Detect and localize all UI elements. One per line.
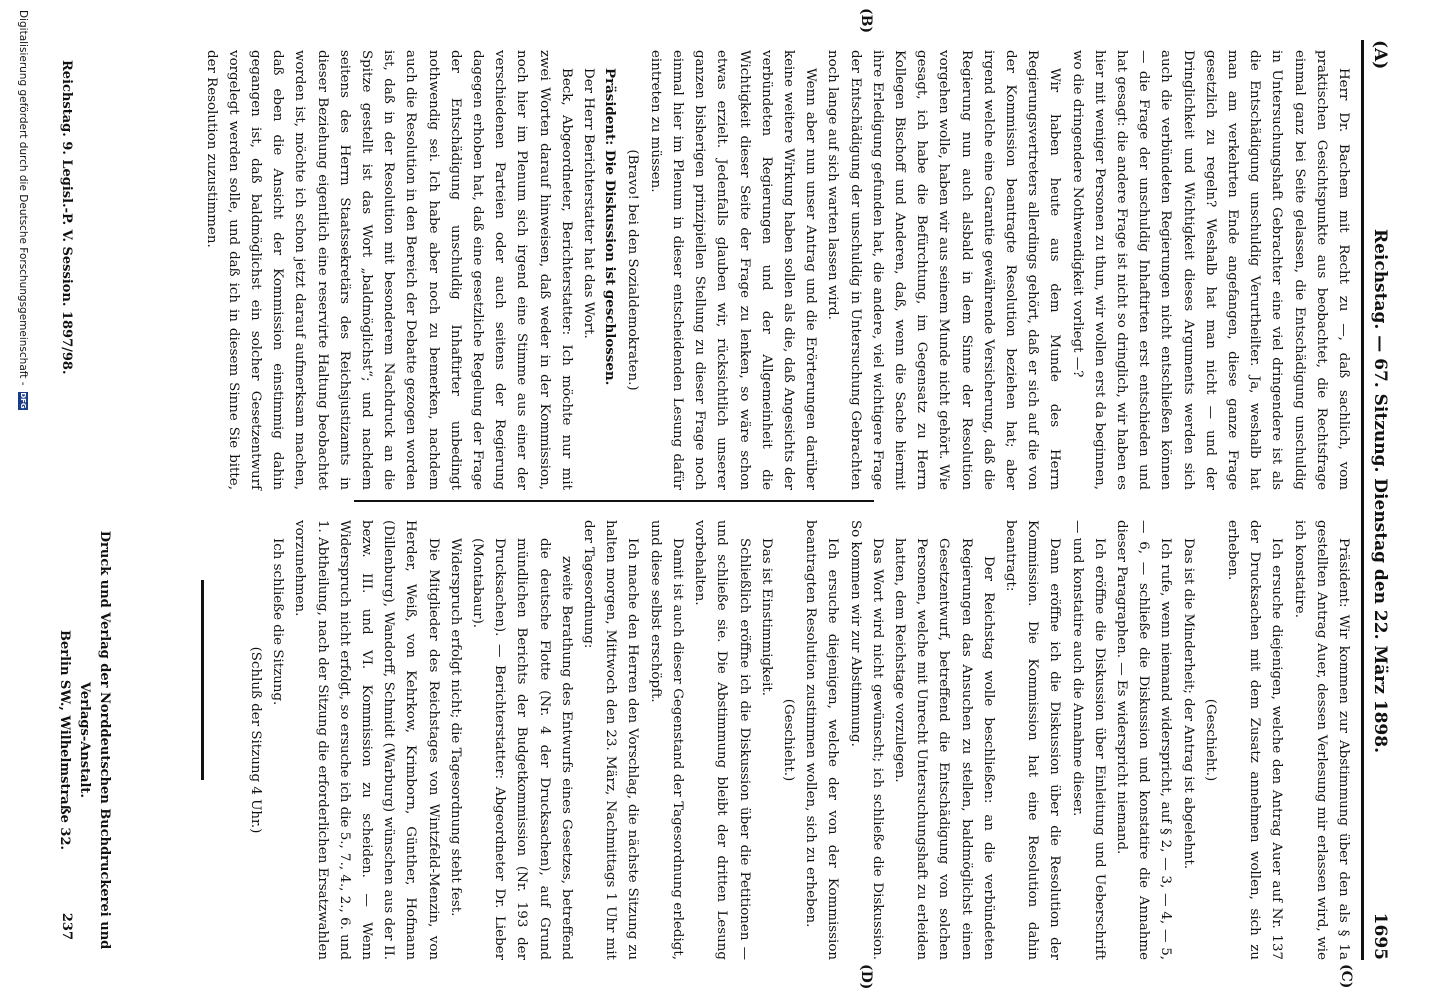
paragraph: Ich eröffne die Diskussion über Einleitung und Ueberschrift — und konstatire auch die Annahme dieser. [1069, 520, 1107, 960]
left-column [199, 50, 1354, 490]
page-title: Reichstag. — 67. Sitzung. Dienstag den 22. März 1898. [1370, 228, 1390, 753]
footer-page-number: 237 [59, 912, 74, 940]
interjection: (Geschieht.) [780, 698, 796, 782]
margin-marker-d: (D) [858, 964, 874, 990]
paragraph: Das ist Einstimmigkeit. [758, 538, 774, 697]
margin-marker-b: (B) [858, 8, 874, 34]
paragraph: Das ist die Minderheit; der Antrag ist abgelehnt. [1180, 538, 1196, 870]
paragraph: Wenn aber nun unser Antrag und die Erörterungen darüber keine weitere Wirkung haben sollen als die, daß Angesichts der verbündeten Regierungen und der Allgemeinheit die Wichtigkeit dieser Seite der Frage zu lenken, so wäre schon etwas erzielt. Jedenfalls glauben wir, rücksichtlich unserer ganzen bisherigen prinzipiellen Stellung zu dieser Frage noch einmal hier im Plenum in dieser entscheidenden Lesung dafür eintreten zu müssen. [647, 50, 819, 490]
paragraph: Beck, Abgeordneter, Berichterstatter: Ich möchte nur mit zwei Worten darauf hinweisen, daß weder in der Kommission, noch hier im Plenum sich irgend eine Stimme aus einer der verschiedenen Parteien oder auch seitens der Regierung dagegen erhoben hat, daß eine gesetzliche Regelung der Frage der Entschädigung unschuldig Inhaftirter unbedingt nothwendig sei. Ich habe aber noch zu bemerken, nachdem auch die Resolution in den Bereich der Debatte gezogen worden ist, daß in der Resolution mit besonderem Nachdruck an die Spitze gestellt ist das Wort „baldmöglichst“; und nachdem seitens des Herrn Staatssekretärs des Reichsjustizamts in dieser Beziehung eigentlich eine reservirte Haltung beobachtet worden ist, möchte ich schon jetzt darauf aufmerksam machen, daß eben die Ansicht der Kommission einstimmig dahin gegangen ist, daß baldmöglichst ein solcher Gesetzentwurf vorgelegt werden solle, und daß ich in diesem Sinne Sie bitte, der Resolution zuzustimmen. [203, 50, 574, 490]
printer-line-2: Berlin SW., Wilhelmstraße 32. [57, 629, 72, 851]
paragraph: Der Herr Berichterstatter hat das Wort. [581, 68, 597, 339]
paragraph: Die Mitglieder des Reichstages von Wintzfeld-Menzin, von Herder, Weiß, von Kehrkow, Krimborn, Günther, Hofmann (Dillenburg), Wandorff, Schmidt (Warburg) wünschen aus der II. bezw. III. und VI. Kommission zu scheiden. — Wenn Widerspruch nicht erfolgt, so ersuche ich die 5., 7., 4., 2., 6. und 1. Abtheilung, nach der Sitzung die erforderlichen Ersatzwahlen vorzunehmen. [292, 520, 441, 960]
interjection: (Geschieht.) [1202, 698, 1218, 782]
page-header [1366, 40, 1394, 960]
section-separator [201, 580, 204, 780]
footer-printer [54, 520, 114, 960]
margin-marker-a: (A) [1370, 40, 1390, 70]
paragraph: Ich ersuche diejenigen, welche den Antrag Auer auf Nr. 137 der Drucksachen mit dem Zusatz annehmen wollen, sich zu erheben. [1224, 520, 1285, 960]
page-number: 1695 [1370, 912, 1390, 960]
margin-marker-c: (C) [1338, 964, 1354, 989]
paragraph: Ich rufe, wenn niemand widerspricht, auf § 2, — 3, — 4, — 5, — 6, — schließe die Diskussion und konstatire die Annahme dieser Paragraphen. — Es widerspricht niemand. [1113, 520, 1174, 960]
resolution-text: Der Reichstag wolle beschließen: an die verbündeten Regierungen das Ansuchen zu stellen, baldmöglichst einen Gesetzentwurf, betreffend die Entschädigung von solchen Personen, welche mit Unrecht Untersuchungshaft zu erleiden hatten, dem Reichstage vorzulegen. [891, 538, 996, 960]
header-rule [1361, 40, 1364, 960]
printer-line-1: Druck und Verlag der Norddeutschen Buchdruckerei und Verlags-Anstalt. [77, 530, 112, 950]
paragraph: Ich mache den Herren den Vorschlag, die nächste Sitzung zu halten morgen, Mittwoch den 23. März, Nachmittags 1 Uhr mit der Tagesordnung: [581, 520, 641, 960]
paragraph: Damit ist auch dieser Gegenstand der Tagesordnung erledigt, und diese selbst erschöpft. [647, 520, 685, 960]
paragraph: Präsident: Wir kommen zur Abstimmung über den als § 1a gestellten Antrag Auer, dessen Verlesung mir erlassen wird, wie ich konstatire. [1291, 520, 1351, 960]
closing-note: (Schluß der Sitzung 4 Uhr.) [248, 646, 264, 834]
paragraph: Ich ersuche diejenigen, welche der von der Kommission beantragten Resolution zustimmen wollen, sich zu erheben. [803, 520, 841, 960]
right-column [244, 520, 1354, 960]
agenda-item: zweite Berathung des Entwurfs eines Gesetzes, betreffend die deutsche Flotte (Nr. 4 der Drucksachen), auf Grund mündlichen Berichts der Budgetkommission (Nr. 193 der Drucksachen). — Berichterstatter: Abgeordneter Dr. Lieber (Montabaur). [470, 538, 574, 960]
interjection: (Bravo! bei den Sozialdemokraten.) [625, 149, 641, 391]
dfg-logo-icon: DFG [19, 392, 27, 409]
footer-session: Reichstag. 9. Legisl.-P. V. Session. 1897/98. [59, 60, 74, 375]
column-divider [354, 500, 874, 502]
paragraph: Das Wort wird nicht gewünscht; ich schließe die Diskussion. So kommen wir zur Abstimmung. [847, 520, 885, 960]
digitization-note [17, 10, 29, 410]
paragraph: Herr Dr. Bachem mit Recht zu —, daß sachlich, vom praktischen Gesichtspunkte aus beobachtet, die Rechtsfrage einmal ganz bei Seite gelassen, die Entschädigung unschuldig in Untersuchungshaft Gebrachter eine viel dringendere ist als die Entschädigung unschuldig Verurtheilter. Ja, weshalb hat man am verkehrten Ende angefangen, diese ganze Frage gesetzlich zu regeln? Weshalb hat man nicht — und der Dringlichkeit und Wichtigkeit dieses Arguments werden sich auch die verbündeten Regierungen nicht entschließen können — die Frage der unschuldig Inhaftirten erst entschieden und hat gesagt: die andere Frage ist nicht so dringlich, wir haben es hier mit weniger Personen zu thun, wir wollen erst da beginnen, wo die dringendere Nothwendigkeit vorliegt —? [1069, 50, 1351, 490]
paragraph: Wir haben heute aus dem Munde des Herrn Regierungsvertreters allerdings gehört, daß er sich auf die von der Kommission beantragte Resolution beziehen hat; aber irgend welche eine Garantie gewährende Versicherung, daß die Regierung nun auch alsbald in dem Sinne der Resolution vorgehen wolle, haben wir aus seinem Munde nicht gehört. Wie gesagt, ich habe die Befürchtung, im Gegensatz zu Herrn Kollegen Bischoff und Anderen, daß, wenn die Sache hiermit ihre Erledigung gefunden hat, die andere, viel wichtigere Frage der Entschädigung der unschuldig in Untersuchung Gebrachten noch lange auf sich warten lassen wird. [825, 50, 1063, 490]
paragraph: Schließlich eröffne ich die Diskussion über die Petitionen — und schließe sie. Die Abstimmung bleibt der dritten Lesung vorbehalten. [692, 520, 752, 960]
paragraph: Ich schließe die Sitzung. [270, 538, 286, 706]
paragraph: Widerspruch erfolgt nicht; die Tagesordnung steht fest. [447, 538, 463, 917]
paragraph: Dann eröffne ich die Diskussion über die Resolution der Kommission. Die Kommission hat eine Resolution dahin beantragt: [1002, 520, 1063, 960]
paragraph: Präsident: Die Diskussion ist geschlossen. [602, 68, 619, 386]
digitization-text: Digitalisierung gefördert durch die Deutsche Forschungsgemeinschaft - [17, 10, 29, 386]
